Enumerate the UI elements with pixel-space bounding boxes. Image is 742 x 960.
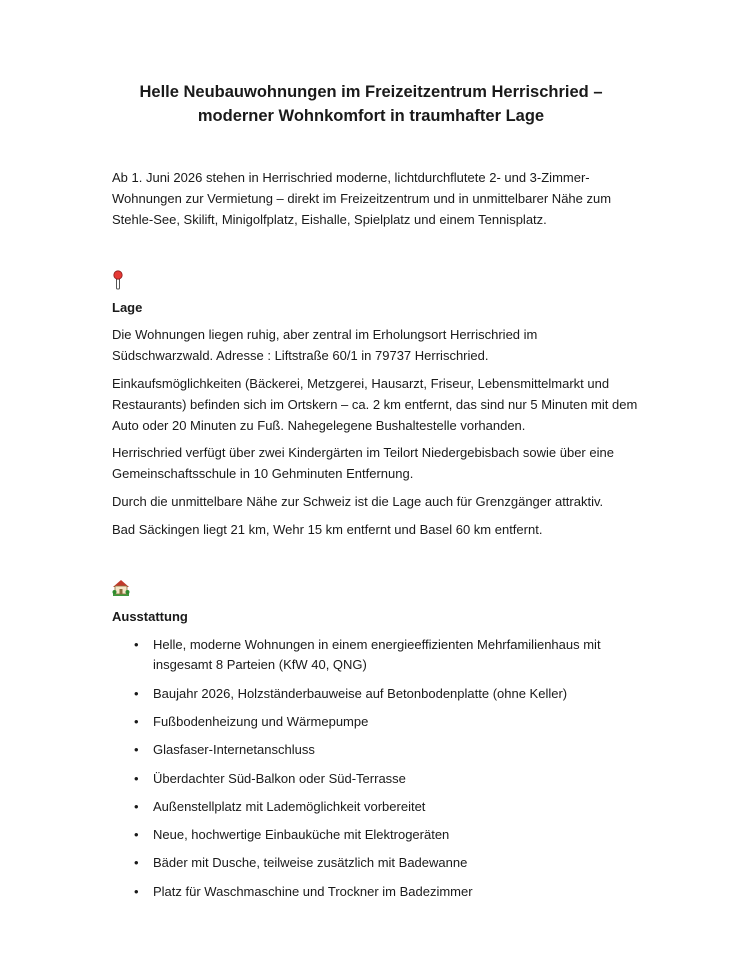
list-item: • Neue, hochwertige Einbauküche mit Elektrogeräten [134, 827, 450, 843]
section-heading-ausstattung: Ausstattung [112, 608, 188, 624]
lage-paragraph: Herrischried verfügt über zwei Kindergärten im Teilort Niedergebisbach sowie über eine Gemeinschaftsschule in 10 Gehminuten Entfernung. [112, 445, 614, 482]
round-pushpin-icon [112, 270, 640, 290]
house-with-garden-icon [112, 579, 640, 599]
lage-paragraph: Die Wohnungen liegen ruhig, aber zentral im Erholungsort Herrischried im Südschwarzwald. Adresse : Liftstraße 60/1 in 79737 Herrischried. [112, 327, 538, 364]
document-title: Helle Neubauwohnungen im Freizeitzentrum Herrischried – moderner Wohnkomfort in traumhafter Lage [139, 83, 603, 125]
lage-paragraph: Einkaufsmöglichkeiten (Bäckerei, Metzgerei, Hausarzt, Friseur, Lebensmittelmarkt und Restaurants) befinden sich im Ortskern – ca. 2 km entfernt, das sind nur 5 Minuten mit dem Auto oder 20 Minuten zu Fuß. Nahegelegene Bushaltestelle vorhanden. [112, 375, 638, 433]
lage-paragraph: Durch die unmittelbare Nähe zur Schweiz ist die Lage auch für Grenzgänger attraktiv. [112, 493, 604, 509]
list-item: • Fußbodenheizung und Wärmepumpe [134, 713, 369, 729]
section-heading-lage: Lage [112, 300, 143, 316]
list-item: • Bäder mit Dusche, teilweise zusätzlich mit Badewanne [134, 855, 468, 871]
list-item: • Außenstellplatz mit Lademöglichkeit vorbereitet [134, 798, 426, 814]
list-item: • Glasfaser-Internetanschluss [134, 742, 315, 758]
list-item: • Platz für Waschmaschine und Trockner im Badezimmer [134, 883, 473, 899]
list-item: • Helle, moderne Wohnungen in einem energieeffizienten Mehrfamilienhaus mit insgesamt 8 Parteien (KfW 40, QNG) [134, 636, 601, 673]
ausstattung-list [112, 635, 640, 903]
lage-paragraph: Bad Säckingen liegt 21 km, Wehr 15 km entfernt und Basel 60 km entfernt. [112, 521, 543, 537]
intro-paragraph: Ab 1. Juni 2026 stehen in Herrischried moderne, lichtdurchflutete 2- und 3-Zimmer-Wohnungen zur Vermietung – direkt im Freizeitzentrum und in unmittelbarer Nähe zum Stehle-See, Skilift, Minigolfplatz, Eishalle, Spielplatz und einem Tennisplatz. [112, 170, 612, 227]
list-item: • Baujahr 2026, Holzständerbauweise auf Betonbodenplatte (ohne Keller) [134, 685, 568, 701]
list-item: • Überdachter Süd-Balkon oder Süd-Terrasse [134, 770, 406, 786]
